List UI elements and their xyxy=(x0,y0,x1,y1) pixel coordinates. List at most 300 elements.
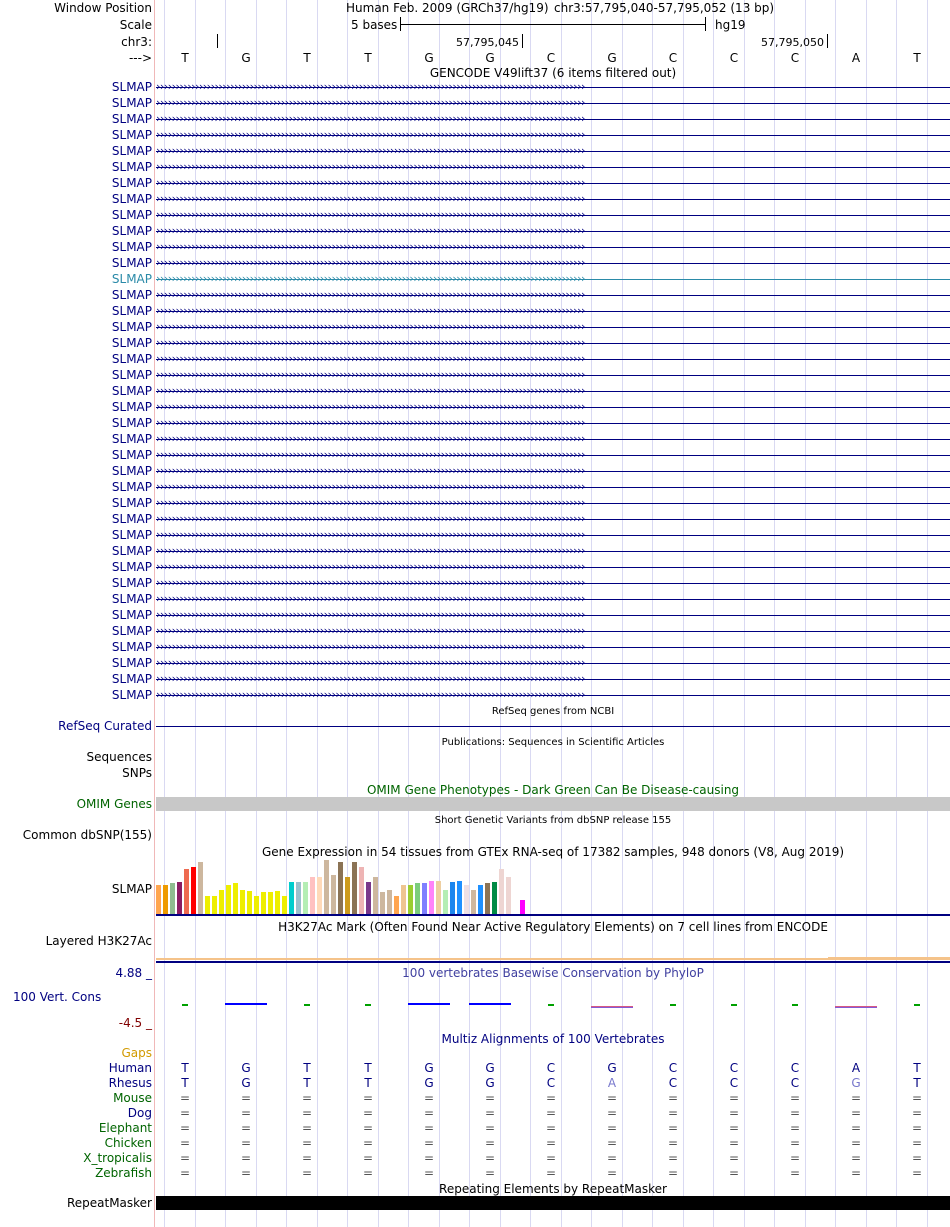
strand-arrows: ›››››››››››››››››››››››››››››››››››››››››››››››››››››››››››››››››››››››››››››››››››››››››››››››››››››››››››››› xyxy=(156,304,585,317)
gtex-tissue-bar[interactable] xyxy=(464,885,469,914)
multiz-base: = xyxy=(484,1166,496,1180)
strand-arrows: ›››››››››››››››››››››››››››››››››››››››››››››››››››››››››››››››››››››››››››››››››››››››››››››››››››››››››››››› xyxy=(156,112,585,125)
strand-arrows: ›››››››››››››››››››››››››››››››››››››››››››››››››››››››››››››››››››››››››››››››››››››››››››››››››››››››››››››› xyxy=(156,512,585,525)
omim-feature-bar[interactable] xyxy=(156,797,950,811)
multiz-base: = xyxy=(728,1106,740,1120)
gencode-transcript-label[interactable]: SLMAP xyxy=(111,640,152,654)
multiz-base: = xyxy=(423,1091,435,1105)
gtex-tissue-bar[interactable] xyxy=(457,881,462,914)
gtex-tissue-bar[interactable] xyxy=(485,883,490,914)
dbsnp-label[interactable]: Common dbSNP(155) xyxy=(22,828,152,842)
ruler-tick xyxy=(827,34,828,48)
gtex-tissue-bar[interactable] xyxy=(282,896,287,914)
strand-arrows: ›››››››››››››››››››››››››››››››››››››››››››››››››››››››››››››››››››››››››››››››››››››››››››››››››››››››››››››› xyxy=(156,544,585,557)
gencode-transcript-label[interactable]: SLMAP xyxy=(111,352,152,366)
gtex-tissue-bar[interactable] xyxy=(394,896,399,914)
multiz-base: = xyxy=(240,1106,252,1120)
h3k27ac-baseline xyxy=(156,961,950,963)
multiz-species-label[interactable]: Rhesus xyxy=(108,1076,152,1090)
multiz-base: G xyxy=(485,1076,495,1090)
omim-label[interactable]: OMIM Genes xyxy=(76,797,152,811)
gtex-tissue-bar[interactable] xyxy=(387,890,392,914)
gtex-tissue-bar[interactable] xyxy=(156,885,161,914)
gtex-tissue-bar[interactable] xyxy=(478,885,483,914)
gencode-transcript-label[interactable]: SLMAP xyxy=(111,96,152,110)
multiz-base: = xyxy=(362,1136,374,1150)
multiz-base: = xyxy=(301,1091,313,1105)
multiz-base: T xyxy=(913,1076,921,1090)
gtex-tissue-bar[interactable] xyxy=(436,881,441,914)
gtex-tissue-bar[interactable] xyxy=(331,875,336,914)
base-letter: G xyxy=(241,51,251,65)
gencode-transcript-label[interactable]: SLMAP xyxy=(111,304,152,318)
gencode-transcript-label[interactable]: SLMAP xyxy=(111,240,152,254)
multiz-base: = xyxy=(484,1136,496,1150)
ruler-pos-1: 57,795,045 xyxy=(456,36,519,49)
strand-arrows: ›››››››››››››››››››››››››››››››››››››››››››››››››››››››››››››››››››››››››››››››››››››››››››››››››››››››››››››› xyxy=(156,640,585,653)
strand-arrows: ›››››››››››››››››››››››››››››››››››››››››››››››››››››››››››››››››››››››››››››››››››››››››››››››››››››››››››››› xyxy=(156,384,585,397)
phylop-label[interactable]: 100 Vert. Cons xyxy=(13,990,102,1004)
multiz-base: = xyxy=(179,1151,191,1165)
gencode-transcript-label[interactable]: SLMAP xyxy=(111,544,152,558)
phylop-score-mark xyxy=(914,1004,920,1006)
multiz-base: = xyxy=(789,1106,801,1120)
multiz-base: = xyxy=(850,1091,862,1105)
strand-arrows: ›››››››››››››››››››››››››››››››››››››››››››››››››››››››››››››››››››››››››››››››››››››››››››››››››››››››››››››› xyxy=(156,672,585,685)
gtex-tissue-bar[interactable] xyxy=(219,890,224,914)
multiz-base: = xyxy=(545,1136,557,1150)
strand-arrows: ›››››››››››››››››››››››››››››››››››››››››››››››››››››››››››››››››››››››››››››››››››››››››››››››››››››››››››››› xyxy=(156,192,585,205)
multiz-base: T xyxy=(913,1061,921,1075)
multiz-base: = xyxy=(789,1136,801,1150)
ruler-tick xyxy=(217,34,218,48)
phylop-score-mark xyxy=(670,1004,676,1006)
multiz-base: = xyxy=(911,1136,923,1150)
multiz-base: C xyxy=(546,1076,556,1090)
multiz-base: = xyxy=(606,1091,618,1105)
gencode-transcript-label[interactable]: SLMAP xyxy=(111,560,152,574)
gtex-title[interactable]: Gene Expression in 54 tissues from GTEx RNA-seq of 17382 samples, 948 donors (V8, Aug 2019) xyxy=(261,845,845,859)
coordinate-text[interactable]: chr3:57,795,040-57,795,052 (13 bp) xyxy=(554,1,775,15)
gtex-tissue-bar[interactable] xyxy=(513,890,518,914)
phylop-score-mark xyxy=(835,1006,877,1008)
gencode-transcript-label[interactable]: SLMAP xyxy=(111,288,152,302)
gencode-transcript-label[interactable]: SLMAP xyxy=(111,496,152,510)
phylop-score-mark xyxy=(591,1006,633,1008)
multiz-base: = xyxy=(423,1106,435,1120)
multiz-base: T xyxy=(303,1076,311,1090)
multiz-species-label[interactable]: X_tropicalis xyxy=(83,1151,152,1165)
multiz-base: T xyxy=(364,1061,372,1075)
multiz-base: C xyxy=(790,1061,800,1075)
multiz-base: = xyxy=(423,1136,435,1150)
base-letter: T xyxy=(303,51,311,65)
multiz-base: = xyxy=(362,1166,374,1180)
gencode-transcript-label[interactable]: SLMAP xyxy=(111,416,152,430)
multiz-base: = xyxy=(789,1166,801,1180)
multiz-base: G xyxy=(241,1076,251,1090)
gencode-transcript-label[interactable]: SLMAP xyxy=(111,432,152,446)
gtex-tissue-bar[interactable] xyxy=(261,892,266,914)
chrom-label: chr3: xyxy=(121,35,152,49)
multiz-base: = xyxy=(301,1166,313,1180)
gtex-tissue-bar[interactable] xyxy=(450,882,455,914)
multiz-base: = xyxy=(545,1166,557,1180)
gencode-transcript-label[interactable]: SLMAP xyxy=(111,464,152,478)
gencode-transcript-label[interactable]: SLMAP xyxy=(111,512,152,526)
phylop-score-mark xyxy=(408,1003,450,1005)
strand-arrows: ›››››››››››››››››››››››››››››››››››››››››››››››››››››››››››››››››››››››››››››››››››››››››››››››››››››››››››››› xyxy=(156,416,585,429)
refseq-title[interactable]: RefSeq genes from NCBI xyxy=(491,706,615,717)
phylop-score-mark xyxy=(182,1004,188,1006)
multiz-base: = xyxy=(789,1151,801,1165)
strand-arrows: ›››››››››››››››››››››››››››››››››››››››››››››››››››››››››››››››››››››››››››››››››››››››››››››››››››››››››››››› xyxy=(156,208,585,221)
gencode-transcript-label[interactable]: SLMAP xyxy=(111,224,152,238)
gtex-tissue-bar[interactable] xyxy=(163,885,168,914)
label-divider xyxy=(154,0,155,1227)
h3k27ac-signal xyxy=(156,958,828,960)
strand-arrows: ›››››››››››››››››››››››››››››››››››››››››››››››››››››››››››››››››››››››››››››››››››››››››››››››››››››››››››››› xyxy=(156,272,585,285)
gtex-tissue-bar[interactable] xyxy=(506,877,511,914)
base-letter: G xyxy=(424,51,434,65)
strand-arrows: ›››››››››››››››››››››››››››››››››››››››››››››››››››››››››››››››››››››››››››››››››››››››››››››››››››››››››››››› xyxy=(156,624,585,637)
multiz-base: = xyxy=(911,1091,923,1105)
multiz-base: = xyxy=(545,1106,557,1120)
gtex-tissue-bar[interactable] xyxy=(352,862,357,914)
gtex-tissue-bar[interactable] xyxy=(247,891,252,914)
multiz-base: A xyxy=(851,1061,861,1075)
gtex-tissue-bar[interactable] xyxy=(212,896,217,914)
multiz-base: = xyxy=(179,1121,191,1135)
multiz-base: = xyxy=(911,1106,923,1120)
scale-label: Scale xyxy=(119,18,152,32)
multiz-base: = xyxy=(240,1136,252,1150)
scale-text: 5 bases xyxy=(351,18,398,32)
strand-arrows: ›››››››››››››››››››››››››››››››››››››››››››››››››››››››››››››››››››››››››››››››››››››››››››››››››››››››››››››› xyxy=(156,176,585,189)
multiz-base: = xyxy=(789,1121,801,1135)
multiz-base: C xyxy=(546,1061,556,1075)
multiz-base: = xyxy=(606,1121,618,1135)
multiz-base: = xyxy=(911,1121,923,1135)
multiz-species-label[interactable]: Chicken xyxy=(104,1136,152,1150)
gtex-tissue-bar[interactable] xyxy=(191,867,196,914)
multiz-base: = xyxy=(850,1151,862,1165)
multiz-base: = xyxy=(911,1166,923,1180)
strand-arrows: ›››››››››››››››››››››››››››››››››››››››››››››››››››››››››››››››››››››››››››››››››››››››››››››››››››››››››››››› xyxy=(156,256,585,269)
multiz-base: T xyxy=(364,1076,372,1090)
multiz-base: C xyxy=(668,1061,678,1075)
multiz-base: A xyxy=(607,1076,617,1090)
gencode-title[interactable]: GENCODE V49lift37 (6 items filtered out) xyxy=(429,66,677,80)
strand-label: ---> xyxy=(128,51,152,65)
multiz-base: = xyxy=(484,1151,496,1165)
assembly-text[interactable]: Human Feb. 2009 (GRCh37/hg19) xyxy=(346,1,549,15)
multiz-base: T xyxy=(181,1061,189,1075)
multiz-base: G xyxy=(241,1061,251,1075)
gtex-tissue-bar[interactable] xyxy=(359,867,364,914)
multiz-base: = xyxy=(850,1136,862,1150)
strand-arrows: ›››››››››››››››››››››››››››››››››››››››››››››››››››››››››››››››››››››››››››››››››››››››››››››››››››››››››››››› xyxy=(156,160,585,173)
pubs-label-snps[interactable]: SNPs xyxy=(122,766,152,780)
gencode-transcript-label[interactable]: SLMAP xyxy=(111,112,152,126)
strand-arrows: ›››››››››››››››››››››››››››››››››››››››››››››››››››››››››››››››››››››››››››››››››››››››››››››››››››››››››››››› xyxy=(156,608,585,621)
gtex-tissue-bar[interactable] xyxy=(520,900,525,914)
multiz-base: = xyxy=(179,1166,191,1180)
strand-arrows: ›››››››››››››››››››››››››››››››››››››››››››››››››››››››››››››››››››››››››››››››››››››››››››››››››››››››››››››› xyxy=(156,448,585,461)
multiz-base: = xyxy=(606,1151,618,1165)
strand-arrows: ›››››››››››››››››››››››››››››››››››››››››››››››››››››››››››››››››››››››››››››››››››››››››››››››››››››››››››››› xyxy=(156,400,585,413)
strand-arrows: ›››››››››››››››››››››››››››››››››››››››››››››››››››››››››››››››››››››››››››››››››››››››››››››››››››››››››››››› xyxy=(156,336,585,349)
base-letter: T xyxy=(181,51,189,65)
multiz-gaps-label: Gaps xyxy=(121,1046,152,1060)
base-letter: C xyxy=(668,51,678,65)
omim-title[interactable]: OMIM Gene Phenotypes - Dark Green Can Be Disease-causing xyxy=(366,783,740,797)
phylop-score-mark xyxy=(731,1004,737,1006)
multiz-base: C xyxy=(729,1076,739,1090)
refseq-line[interactable] xyxy=(156,726,950,727)
multiz-species-label[interactable]: Elephant xyxy=(98,1121,152,1135)
gtex-tissue-bar[interactable] xyxy=(366,882,371,914)
multiz-base: = xyxy=(667,1106,679,1120)
base-letter: C xyxy=(790,51,800,65)
strand-arrows: ›››››››››››››››››››››››››››››››››››››››››››››››››››››››››››››››››››››››››››››››››››››››››››››››››››››››››››››› xyxy=(156,688,585,701)
multiz-base: = xyxy=(545,1121,557,1135)
gencode-transcript-label[interactable]: SLMAP xyxy=(111,608,152,622)
multiz-base: = xyxy=(240,1121,252,1135)
strand-arrows: ›››››››››››››››››››››››››››››››››››››››››››››››››››››››››››››››››››››››››››››››››››››››››››››››››››››››››››››› xyxy=(156,240,585,253)
gtex-tissue-bar[interactable] xyxy=(268,892,273,914)
dbsnp-title[interactable]: Short Genetic Variants from dbSNP release 155 xyxy=(434,815,672,826)
phylop-max-label: 4.88 _ xyxy=(115,966,152,980)
multiz-base: = xyxy=(728,1166,740,1180)
gtex-label[interactable]: SLMAP xyxy=(111,882,152,896)
gencode-transcript-label[interactable]: SLMAP xyxy=(111,144,152,158)
multiz-base: = xyxy=(240,1166,252,1180)
multiz-base: = xyxy=(362,1106,374,1120)
strand-arrows: ›››››››››››››››››››››››››››››››››››››››››››››››››››››››››››››››››››››››››››››››››››››››››››››››››››››››››››››› xyxy=(156,144,585,157)
gencode-transcript-label[interactable]: SLMAP xyxy=(111,480,152,494)
multiz-base: = xyxy=(667,1091,679,1105)
repeatmasker-title[interactable]: Repeating Elements by RepeatMasker xyxy=(439,1182,667,1196)
gtex-tissue-bar[interactable] xyxy=(303,882,308,914)
window-position-label: Window Position xyxy=(54,1,152,15)
multiz-base: G xyxy=(851,1076,861,1090)
multiz-base: = xyxy=(484,1091,496,1105)
strand-arrows: ›››››››››››››››››››››››››››››››››››››››››››››››››››››››››››››››››››››››››››››››››››››››››››››››››››››››››››››› xyxy=(156,528,585,541)
multiz-base: G xyxy=(607,1061,617,1075)
gtex-tissue-bar[interactable] xyxy=(373,877,378,914)
multiz-base: = xyxy=(606,1106,618,1120)
gencode-transcript-label[interactable]: SLMAP xyxy=(111,448,152,462)
strand-arrows: ›››››››››››››››››››››››››››››››››››››››››››››››››››››››››››››››››››››››››››››››››››››››››››››››››››››››››››››› xyxy=(156,320,585,333)
gencode-transcript-label[interactable]: SLMAP xyxy=(111,336,152,350)
gtex-tissue-bar[interactable] xyxy=(254,896,259,914)
gtex-tissue-bar[interactable] xyxy=(310,877,315,914)
gtex-tissue-bar[interactable] xyxy=(324,860,329,914)
multiz-base: T xyxy=(181,1076,189,1090)
strand-arrows: ›››››››››››››››››››››››››››››››››››››››››››››››››››››››››››››››››››››››››››››››››››››››››››››››››››››››››››››› xyxy=(156,288,585,301)
base-letter: T xyxy=(364,51,372,65)
multiz-base: = xyxy=(484,1121,496,1135)
h3k27ac-signal xyxy=(828,957,950,960)
multiz-species-label[interactable]: Zebrafish xyxy=(95,1166,152,1180)
h3k27ac-title[interactable]: H3K27Ac Mark (Often Found Near Active Regulatory Elements) on 7 cell lines from ENCODE xyxy=(278,920,828,934)
strand-arrows: ›››››››››››››››››››››››››››››››››››››››››››››››››››››››››››››››››››››››››››››››››››››››››››››››››››››››››››››› xyxy=(156,224,585,237)
multiz-base: = xyxy=(423,1151,435,1165)
multiz-base: = xyxy=(362,1151,374,1165)
multiz-base: = xyxy=(362,1121,374,1135)
multiz-base: = xyxy=(240,1091,252,1105)
gtex-tissue-bar[interactable] xyxy=(240,890,245,914)
gencode-transcript-label[interactable]: SLMAP xyxy=(111,368,152,382)
ruler-tick xyxy=(522,34,523,48)
gencode-transcript-label[interactable]: SLMAP xyxy=(111,320,152,334)
repeatmasker-label[interactable]: RepeatMasker xyxy=(66,1196,152,1210)
base-letter: A xyxy=(851,51,861,65)
multiz-base: = xyxy=(850,1106,862,1120)
gtex-baseline xyxy=(156,914,950,916)
gencode-transcript-label[interactable]: SLMAP xyxy=(111,80,152,94)
multiz-base: = xyxy=(423,1166,435,1180)
multiz-base: = xyxy=(789,1091,801,1105)
strand-arrows: ›››››››››››››››››››››››››››››››››››››››››››››››››››››››››››››››››››››››››››››››››››››››››››››››››››››››››››››› xyxy=(156,576,585,589)
gtex-tissue-bar[interactable] xyxy=(422,883,427,914)
gencode-transcript-label[interactable]: SLMAP xyxy=(111,208,152,222)
gencode-transcript-label[interactable]: SLMAP xyxy=(111,400,152,414)
strand-arrows: ›››››››››››››››››››››››››››››››››››››››››››››››››››››››››››››››››››››››››››››››››››››››››››››››››››››››››››››› xyxy=(156,464,585,477)
multiz-base: = xyxy=(484,1106,496,1120)
multiz-base: = xyxy=(362,1091,374,1105)
gencode-transcript-label[interactable]: SLMAP xyxy=(111,688,152,702)
refseq-label[interactable]: RefSeq Curated xyxy=(58,719,152,733)
multiz-species-label[interactable]: Human xyxy=(108,1061,152,1075)
gtex-tissue-bar[interactable] xyxy=(184,869,189,914)
scale-bar xyxy=(400,17,706,31)
strand-arrows: ›››››››››››››››››››››››››››››››››››››››››››››››››››››››››››››››››››››››››››››››››››››››››››››››››››››››››››››› xyxy=(156,496,585,509)
gencode-transcript-label[interactable]: SLMAP xyxy=(111,272,152,286)
phylop-score-mark xyxy=(792,1004,798,1006)
gtex-tissue-bar[interactable] xyxy=(198,862,203,914)
multiz-base: = xyxy=(728,1121,740,1135)
multiz-base: = xyxy=(728,1151,740,1165)
strand-arrows: ›››››››››››››››››››››››››››››››››››››››››››››››››››››››››››››››››››››››››››››››››››››››››››››››››››››››››››››› xyxy=(156,560,585,573)
multiz-base: = xyxy=(179,1106,191,1120)
multiz-base: T xyxy=(303,1061,311,1075)
multiz-base: = xyxy=(179,1136,191,1150)
gencode-transcript-label[interactable]: SLMAP xyxy=(111,128,152,142)
base-letter: C xyxy=(546,51,556,65)
h3k27ac-label[interactable]: Layered H3K27Ac xyxy=(45,934,152,948)
multiz-base: = xyxy=(545,1091,557,1105)
gencode-transcript-label[interactable]: SLMAP xyxy=(111,256,152,270)
multiz-base: = xyxy=(850,1121,862,1135)
multiz-title[interactable]: Multiz Alignments of 100 Vertebrates xyxy=(441,1032,665,1046)
gencode-transcript-label[interactable]: SLMAP xyxy=(111,160,152,174)
multiz-base: C xyxy=(729,1061,739,1075)
strand-arrows: ›››››››››››››››››››››››››››››››››››››››››››››››››››››››››››››››››››››››››››››››››››››››››››››››››››››››››››››› xyxy=(156,128,585,141)
multiz-base: = xyxy=(667,1151,679,1165)
phylop-min-label: -4.5 _ xyxy=(118,1016,152,1030)
multiz-base: = xyxy=(850,1166,862,1180)
repeatmasker-feature-bar[interactable] xyxy=(156,1196,950,1210)
gencode-transcript-label[interactable]: SLMAP xyxy=(111,656,152,670)
gtex-tissue-bar[interactable] xyxy=(408,885,413,914)
base-letter: G xyxy=(607,51,617,65)
phylop-score-mark xyxy=(365,1004,371,1006)
multiz-base: = xyxy=(301,1121,313,1135)
gencode-transcript-label[interactable]: SLMAP xyxy=(111,528,152,542)
ruler-pos-2: 57,795,050 xyxy=(761,36,824,49)
multiz-base: = xyxy=(728,1091,740,1105)
multiz-base: G xyxy=(485,1061,495,1075)
strand-arrows: ›››››››››››››››››››››››››››››››››››››››››››››››››››››››››››››››››››››››››››››››››››››››››››››››››››››››››››››› xyxy=(156,352,585,365)
phylop-score-mark xyxy=(304,1004,310,1006)
multiz-base: = xyxy=(606,1136,618,1150)
multiz-base: = xyxy=(667,1136,679,1150)
gtex-tissue-bar[interactable] xyxy=(170,883,175,914)
gtex-tissue-bar[interactable] xyxy=(317,877,322,914)
multiz-base: C xyxy=(668,1076,678,1090)
gtex-tissue-bar[interactable] xyxy=(471,890,476,914)
base-letter: G xyxy=(485,51,495,65)
gtex-tissue-bar[interactable] xyxy=(226,885,231,914)
multiz-species-label[interactable]: Dog xyxy=(127,1106,152,1120)
multiz-base: = xyxy=(423,1121,435,1135)
gencode-transcript-label[interactable]: SLMAP xyxy=(111,592,152,606)
strand-arrows: ›››››››››››››››››››››››››››››››››››››››››››››››››››››››››››››››››››››››››››››››››››››››››››››››››››››››››››››› xyxy=(156,368,585,381)
gencode-transcript-label[interactable]: SLMAP xyxy=(111,672,152,686)
gencode-transcript-label[interactable]: SLMAP xyxy=(111,624,152,638)
gtex-tissue-bar[interactable] xyxy=(289,882,294,914)
gtex-tissue-bar[interactable] xyxy=(296,882,301,914)
gencode-transcript-label[interactable]: SLMAP xyxy=(111,192,152,206)
gtex-tissue-bar[interactable] xyxy=(177,882,182,914)
gtex-tissue-bar[interactable] xyxy=(345,877,350,914)
multiz-base: = xyxy=(301,1106,313,1120)
multiz-base: G xyxy=(424,1061,434,1075)
pubs-label-sequences[interactable]: Sequences xyxy=(86,750,152,764)
phylop-score-mark xyxy=(469,1003,511,1005)
gtex-tissue-bar[interactable] xyxy=(205,896,210,914)
multiz-base: G xyxy=(424,1076,434,1090)
strand-arrows: ›››››››››››››››››››››››››››››››››››››››››››››››››››››››››››››››››››››››››››››››››››››››››››››››››››››››››››››› xyxy=(156,656,585,669)
gtex-tissue-bar[interactable] xyxy=(380,892,385,914)
pubs-title[interactable]: Publications: Sequences in Scientific Articles xyxy=(441,737,665,748)
multiz-base: = xyxy=(667,1121,679,1135)
multiz-base: = xyxy=(606,1166,618,1180)
gtex-tissue-bar[interactable] xyxy=(443,890,448,914)
phylop-title[interactable]: 100 vertebrates Basewise Conservation by PhyloP xyxy=(402,966,704,980)
phylop-score-mark xyxy=(225,1003,267,1005)
multiz-base: = xyxy=(911,1151,923,1165)
gencode-transcript-label[interactable]: SLMAP xyxy=(111,384,152,398)
gencode-transcript-label[interactable]: SLMAP xyxy=(111,176,152,190)
gtex-tissue-bar[interactable] xyxy=(415,883,420,914)
multiz-base: = xyxy=(179,1091,191,1105)
multiz-base: = xyxy=(240,1151,252,1165)
gtex-tissue-bar[interactable] xyxy=(492,882,497,914)
gtex-bar-chart[interactable] xyxy=(156,860,536,914)
gtex-tissue-bar[interactable] xyxy=(233,883,238,914)
multiz-species-label[interactable]: Mouse xyxy=(113,1091,152,1105)
multiz-base: = xyxy=(728,1136,740,1150)
gtex-tissue-bar[interactable] xyxy=(401,885,406,914)
gtex-tissue-bar[interactable] xyxy=(338,862,343,914)
gtex-tissue-bar[interactable] xyxy=(429,881,434,914)
gencode-transcript-label[interactable]: SLMAP xyxy=(111,576,152,590)
gtex-tissue-bar[interactable] xyxy=(275,891,280,914)
gtex-tissue-bar[interactable] xyxy=(499,869,504,914)
